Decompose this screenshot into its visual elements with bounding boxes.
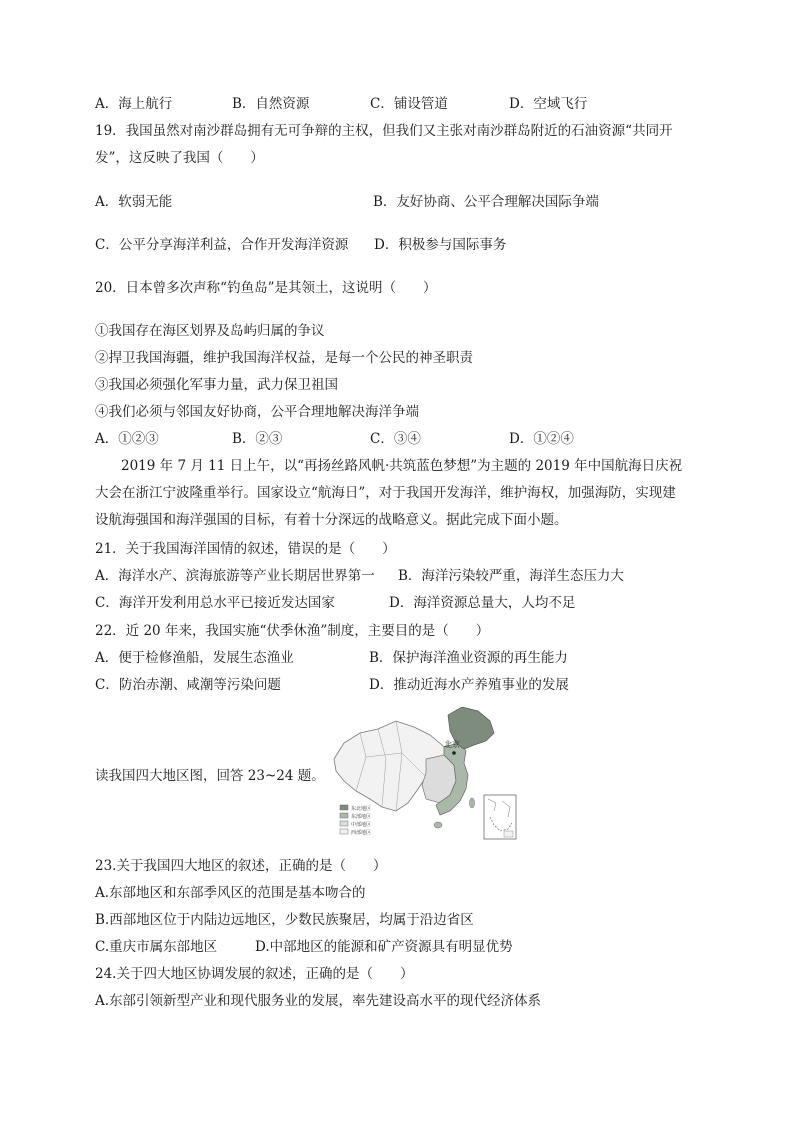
q18-option-a: A．海上航行 (95, 96, 173, 112)
hainan-island (434, 822, 442, 828)
legend-item-2: 东部地区 (351, 814, 372, 820)
q20-item-2: ②捍卫我国海疆，维护我国海洋权益，是每一个公民的神圣职责 (95, 350, 473, 366)
q19-option-c: C．公平分享海洋利益，合作开发海洋资源 (95, 237, 349, 253)
q20-option-d: D．①②④ (509, 431, 574, 447)
q23-option-b: B.西部地区位于内陆边远地区，少数民族聚居，均属于沿边省区 (95, 912, 474, 928)
q20-item-1: ①我国存在海区划界及岛屿归属的争议 (95, 323, 325, 339)
q21-option-c: C．海洋开发利用总水平已接近发达国家 (95, 595, 335, 611)
q22-option-d: D．推动近海水产养殖事业的发展 (369, 677, 569, 693)
map-legend (340, 805, 371, 836)
q20-option-b: B．②③ (232, 431, 283, 447)
south-china-sea-inset (484, 795, 516, 839)
q20-item-3: ③我国必须强化军事力量，武力保卫祖国 (95, 377, 338, 393)
q24-stem: 24.关于四大地区协调发展的叙述，正确的是（ ） (95, 966, 414, 982)
q23-option-c: C.重庆市属东部地区 (95, 939, 218, 955)
q21-stem: 21．关于我国海洋国情的叙述，错误的是（ ） (95, 541, 396, 557)
q19-stem-line1: 19．我国虽然对南沙群岛拥有无可争辩的主权，但我们又主张对南沙群岛附近的石油资源“共同开 (95, 123, 673, 139)
q19-option-d: D．积极参与国际事务 (374, 237, 507, 253)
q19-option-b: B．友好协商、公平合理解决国际争端 (373, 194, 599, 210)
q22-option-b: B．保护海洋渔业资源的再生能力 (369, 650, 568, 666)
q22-option-a: A．便于检修渔船，发展生态渔业 (95, 650, 294, 666)
q20-option-c: C．③④ (370, 431, 421, 447)
q20-stem: 20．日本曾多次声称“钓鱼岛”是其领土，这说明（ ） (95, 280, 437, 296)
q23-option-a: A.东部地区和东部季风区的范围是基本吻合的 (95, 885, 366, 901)
q23-option-d: D.中部地区的能源和矿产资源具有明显优势 (255, 939, 513, 955)
q20-option-a: A．①②③ (95, 431, 159, 447)
passage-line2: 大会在浙江宁波隆重举行。国家设立“航海日”，对于我国开发海洋，维护海权，加强海防，实现建 (95, 485, 676, 501)
q20-item-4: ④我们必须与邻国友好协商，公平合理地解决海洋争端 (95, 404, 419, 420)
q21-option-a: A．海洋水产、滨海旅游等产业长期居世界第一 (95, 568, 375, 584)
passage-line1: 2019 年 7 月 11 日上午，以“再扬丝路风帆·共筑蓝色梦想”为主题的 2019 年中国航海日庆祝 (121, 458, 683, 474)
q23-stem: 23.关于我国四大地区的叙述，正确的是（ ） (95, 858, 387, 874)
legend-item-3: 中部地区 (351, 822, 372, 828)
q18-option-d: D．空域飞行 (509, 96, 588, 112)
legend-item-1: 东北地区 (351, 806, 372, 812)
passage-line3: 设航海强国和海洋强国的目标，有着十分深远的战略意义。据此完成下面小题。 (95, 512, 568, 528)
map-intro: 读我国四大地区图，回答 23~24 题。 (95, 768, 325, 784)
china-map-svg (326, 707, 521, 844)
q24-option-a: A.东部引领新型产业和现代服务业的发展，率先建设高水平的现代经济体系 (95, 993, 542, 1009)
beijing-marker (452, 751, 456, 755)
china-regions-map (326, 707, 521, 844)
q19-option-a: A．软弱无能 (95, 194, 173, 210)
q22-stem: 22．近 20 年来，我国实施“伏季休渔”制度，主要目的是（ ） (95, 623, 490, 639)
q19-stem-line2: 发”，这反映了我国（ ） (95, 150, 264, 166)
q22-option-c: C．防治赤潮、咸潮等污染问题 (95, 677, 281, 693)
legend-item-4: 西部地区 (351, 830, 372, 836)
city-label: 北京 (444, 740, 460, 749)
q21-option-d: D．海洋资源总量大，人均不足 (389, 595, 576, 611)
taiwan-island (470, 798, 475, 808)
q18-option-b: B．自然资源 (232, 96, 310, 112)
q21-option-b: B．海洋污染较严重，海洋生态压力大 (398, 568, 624, 584)
q18-option-c: C．铺设管道 (370, 96, 448, 112)
